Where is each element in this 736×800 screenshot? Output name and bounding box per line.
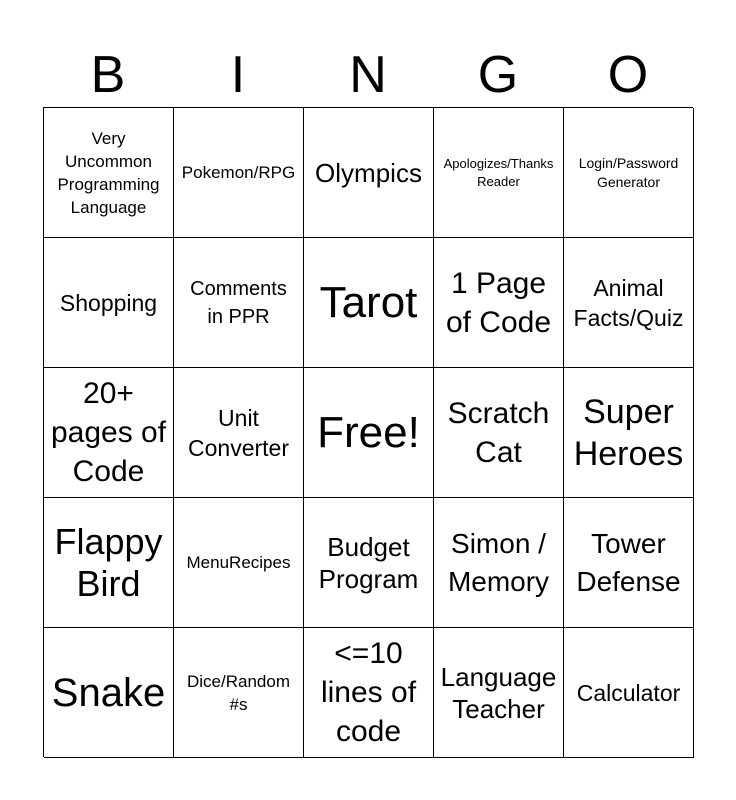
cell-label: Language Teacher [440, 661, 557, 724]
cell-label: Comments in PPR [190, 277, 287, 328]
cell-label: Flappy Bird [54, 520, 163, 604]
cell-label: Very Uncommon Programming Language [57, 128, 160, 217]
cell-label: Pokemon/RPG [181, 163, 296, 182]
cell-label: Animal Facts/Quiz [573, 274, 684, 331]
bingo-cell-r1-c2[interactable] [304, 238, 434, 368]
cell-label: Free! [317, 407, 420, 457]
cell-label: Tarot [319, 277, 418, 327]
cell-label: Scratch Cat [447, 396, 550, 469]
bingo-cell-r0-c1[interactable] [174, 108, 304, 238]
header-letter-o: O [607, 46, 649, 104]
bingo-cell-r2-c4[interactable] [564, 368, 694, 498]
cell-label: Unit Converter [188, 404, 289, 461]
bingo-cell-r2-c0[interactable] [44, 368, 174, 498]
cell-label: Super Heroes [573, 392, 684, 473]
cell-label: Snake [51, 670, 166, 715]
cell-label: Login/Password Generator [578, 154, 679, 190]
bingo-card-grid [43, 107, 693, 757]
cell-label: 1 Page of Code [445, 266, 552, 339]
bingo-cell-r4-c2[interactable] [304, 628, 434, 758]
header-letter-g: G [477, 46, 519, 104]
bingo-cell-r2-c1[interactable] [174, 368, 304, 498]
bingo-cell-r4-c0[interactable] [44, 628, 174, 758]
cell-label: Simon / Memory [447, 527, 550, 597]
bingo-cell-r1-c0[interactable] [44, 238, 174, 368]
bingo-cell-r3-c0[interactable] [44, 498, 174, 628]
bingo-cell-r4-c1[interactable] [174, 628, 304, 758]
bingo-cell-r3-c2[interactable] [304, 498, 434, 628]
header-letter-n: N [349, 46, 387, 104]
bingo-cell-r3-c3[interactable] [434, 498, 564, 628]
cell-label: Shopping [59, 289, 158, 316]
bingo-cell-r0-c2[interactable] [304, 108, 434, 238]
cell-label: Tower Defense [576, 527, 681, 597]
bingo-cell-r0-c4[interactable] [564, 108, 694, 238]
cell-label: Apologizes/Thanks Reader [443, 155, 554, 189]
cell-label: <=10 lines of code [320, 637, 417, 748]
cell-label: Budget Program [318, 531, 419, 594]
cell-label: Olympics [315, 157, 422, 188]
cell-label: Dice/Random #s [187, 671, 290, 714]
bingo-cell-r1-c1[interactable] [174, 238, 304, 368]
bingo-cell-r0-c0[interactable] [44, 108, 174, 238]
bingo-cell-r4-c4[interactable] [564, 628, 694, 758]
bingo-cell-r1-c4[interactable] [564, 238, 694, 368]
bingo-cell-r4-c3[interactable] [434, 628, 564, 758]
bingo-cell-r3-c1[interactable] [174, 498, 304, 628]
bingo-cell-r2-c3[interactable] [434, 368, 564, 498]
bingo-header [43, 44, 693, 106]
cell-label: MenuRecipes [186, 553, 291, 572]
cell-label: Calculator [576, 679, 681, 706]
cell-label: 20+ pages of Code [50, 377, 167, 488]
bingo-cell-r3-c4[interactable] [564, 498, 694, 628]
bingo-cell-r2-c2[interactable] [304, 368, 434, 498]
header-letter-b: B [90, 46, 126, 104]
bingo-cell-r0-c3[interactable] [434, 108, 564, 238]
bingo-cell-r1-c3[interactable] [434, 238, 564, 368]
header-letter-i: I [230, 46, 246, 104]
